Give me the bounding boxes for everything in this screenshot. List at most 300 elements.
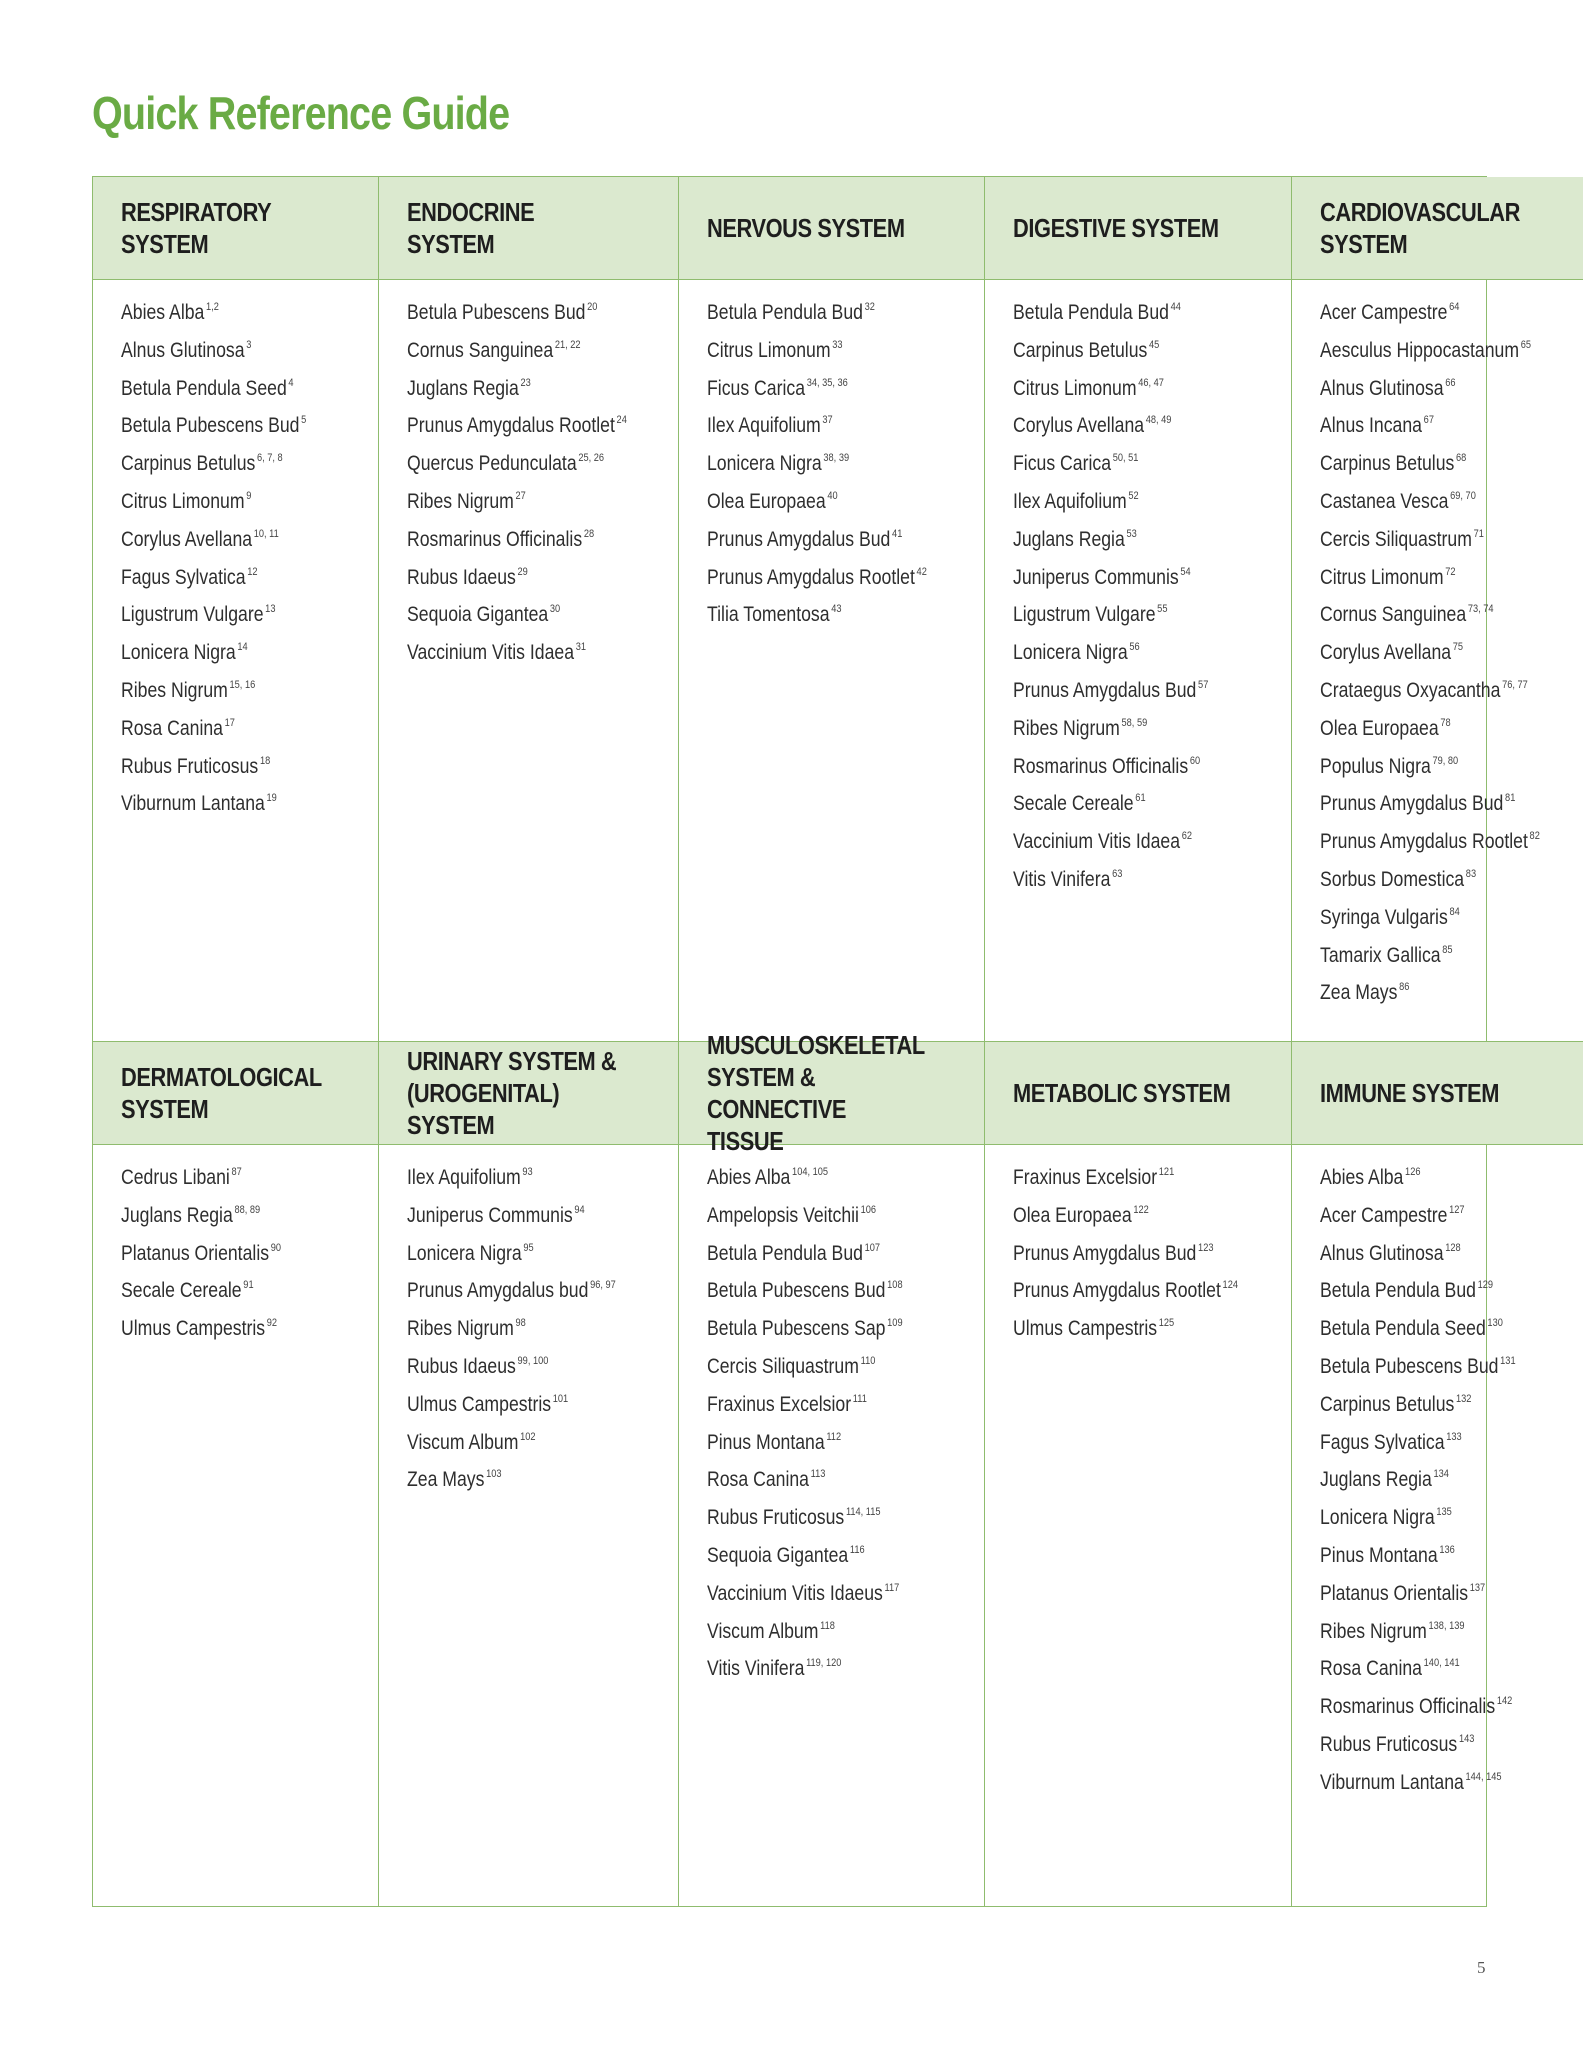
reference-number: 4 xyxy=(288,376,294,389)
reference-number: 56 xyxy=(1129,641,1140,654)
reference-number: 129 xyxy=(1477,1279,1493,1292)
reference-number: 118 xyxy=(820,1619,836,1632)
remedy-item xyxy=(407,445,627,483)
remedy-item xyxy=(1320,1159,1540,1197)
remedy-item xyxy=(121,407,328,445)
remedy-item xyxy=(407,1424,627,1462)
remedy-name: Corylus Avellana xyxy=(1013,414,1145,438)
remedy-name: Prunus Amygdalus Rootlet xyxy=(406,414,615,438)
remedy-item xyxy=(121,1197,328,1235)
reference-number: 42 xyxy=(916,565,928,578)
system-heading xyxy=(1292,177,1583,280)
reference-number: 124 xyxy=(1222,1279,1239,1292)
remedy-item xyxy=(1013,407,1238,445)
remedy-name: Carpinus Betulus xyxy=(1013,338,1148,362)
reference-number: 122 xyxy=(1133,1203,1149,1216)
remedy-item xyxy=(707,1159,931,1197)
reference-number: 33 xyxy=(832,338,843,351)
page-number: 5 xyxy=(1477,1958,1486,1977)
remedy-name: Lonicera Nigra xyxy=(406,1241,522,1265)
reference-number: 60 xyxy=(1189,754,1201,767)
remedy-name: Citrus Limonum xyxy=(1013,376,1137,400)
remedy-name: Rosa Canina xyxy=(1319,1657,1422,1681)
reference-number: 50, 51 xyxy=(1112,452,1139,465)
reference-number: 41 xyxy=(892,527,903,540)
reference-number: 87 xyxy=(231,1166,242,1178)
reference-number: 20 xyxy=(586,301,598,313)
system-heading xyxy=(1292,1042,1583,1145)
remedy-item xyxy=(1320,596,1540,634)
remedy-name: Secale Cereale xyxy=(121,1279,242,1303)
reference-number: 88, 89 xyxy=(234,1203,261,1216)
remedy-item xyxy=(1320,483,1540,521)
system-heading-text: METABOLIC SYSTEM xyxy=(1013,1078,1231,1108)
system-heading xyxy=(985,177,1292,280)
reference-number: 96, 97 xyxy=(589,1279,616,1292)
remedy-item xyxy=(121,483,328,521)
remedy-item xyxy=(1320,1310,1540,1348)
remedy-name: Viscum Album xyxy=(406,1430,519,1454)
reference-number: 107 xyxy=(864,1241,881,1254)
remedy-item xyxy=(707,1310,931,1348)
reference-number: 125 xyxy=(1158,1317,1175,1330)
reference-number: 101 xyxy=(552,1392,568,1405)
remedy-item xyxy=(1320,672,1540,710)
system-heading xyxy=(379,177,680,280)
system-heading xyxy=(93,1042,379,1145)
remedy-name: Betula Pendula Bud xyxy=(1319,1279,1476,1303)
remedy-name: Betula Pendula Bud xyxy=(707,1241,864,1265)
remedy-item xyxy=(407,596,627,634)
reference-number: 136 xyxy=(1439,1543,1455,1556)
remedy-name: Sorbus Domestica xyxy=(1319,867,1465,891)
reference-number: 98 xyxy=(515,1317,526,1330)
reference-number: 91 xyxy=(243,1279,254,1292)
system-heading-text: DIGESTIVE SYSTEM xyxy=(1013,213,1219,243)
reference-number: 1,2 xyxy=(206,301,219,313)
system-heading xyxy=(679,1030,985,1156)
remedy-name: Platanus Orientalis xyxy=(121,1241,270,1265)
remedy-name: Ulmus Campestris xyxy=(1013,1317,1158,1341)
remedy-name: Lonicera Nigra xyxy=(121,641,236,665)
remedy-item xyxy=(121,672,328,710)
remedy-item xyxy=(1320,1726,1540,1764)
page-title: Quick Reference Guide xyxy=(92,87,510,139)
remedy-name: Ilex Aquifolium xyxy=(406,1166,521,1189)
remedy-name: Rosa Canina xyxy=(707,1468,810,1492)
remedy-name: Juglans Regia xyxy=(1013,527,1125,551)
remedy-name: Olea Europaea xyxy=(1013,1203,1132,1227)
remedy-item xyxy=(1320,634,1540,672)
remedy-name: Zea Mays xyxy=(406,1468,485,1492)
reference-number: 24 xyxy=(616,414,627,427)
reference-number: 119, 120 xyxy=(806,1657,842,1670)
remedy-name: Ficus Carica xyxy=(1013,452,1112,476)
remedy-item xyxy=(1320,1272,1540,1310)
remedy-item xyxy=(707,483,931,521)
remedy-name: Prunus Amygdalus Bud xyxy=(707,527,891,551)
remedy-name: Rubus Fruticosus xyxy=(707,1506,845,1530)
system-heading xyxy=(93,177,379,280)
remedy-name: Sequoia Gigantea xyxy=(707,1543,849,1567)
remedy-list xyxy=(679,1145,985,1906)
remedy-name: Alnus Incana xyxy=(1319,414,1422,438)
reference-number: 92 xyxy=(266,1317,278,1330)
remedy-item xyxy=(1320,294,1540,332)
remedy-name: Alnus Glutinosa xyxy=(1319,376,1444,400)
reference-number: 15, 16 xyxy=(229,678,256,691)
reference-number: 85 xyxy=(1442,943,1453,956)
remedy-name: Carpinus Betulus xyxy=(1319,1392,1455,1416)
system-heading-text: MUSCULOSKELETAL SYSTEM & CONNECTIVE TISSUE xyxy=(707,1030,925,1156)
reference-number: 27 xyxy=(515,489,526,502)
remedy-name: Carpinus Betulus xyxy=(121,452,256,476)
reference-number: 69, 70 xyxy=(1450,489,1476,502)
remedy-name: Fagus Sylvatica xyxy=(1319,1430,1445,1454)
reference-number: 78 xyxy=(1440,716,1451,729)
remedy-item xyxy=(407,407,627,445)
remedy-name: Viburnum Lantana xyxy=(121,792,265,816)
reference-number: 112 xyxy=(826,1430,842,1443)
remedy-item xyxy=(707,1272,931,1310)
reference-number: 52 xyxy=(1128,489,1139,502)
remedy-name: Lonicera Nigra xyxy=(1319,1506,1435,1530)
reference-number: 64 xyxy=(1448,301,1460,313)
remedy-item xyxy=(1013,1272,1238,1310)
reference-number: 113 xyxy=(810,1468,826,1481)
reference-number: 58, 59 xyxy=(1121,716,1148,729)
reference-number: 133 xyxy=(1446,1430,1462,1443)
remedy-name: Alnus Glutinosa xyxy=(1319,1241,1444,1265)
remedy-item xyxy=(121,370,328,408)
reference-number: 43 xyxy=(831,603,842,616)
remedy-item xyxy=(1320,1197,1540,1235)
reference-number: 95 xyxy=(522,1241,534,1254)
remedy-name: Rosmarinus Officinalis xyxy=(1013,754,1189,778)
remedy-list xyxy=(985,1145,1292,1906)
remedy-name: Castanea Vesca xyxy=(1319,489,1449,513)
reference-number: 106 xyxy=(860,1203,877,1216)
remedy-name: Cornus Sanguinea xyxy=(406,338,553,362)
reference-number: 28 xyxy=(583,527,594,540)
remedy-name: Pinus Montana xyxy=(707,1430,825,1454)
remedy-item xyxy=(707,1575,931,1613)
reference-number: 108 xyxy=(887,1279,903,1292)
remedy-item xyxy=(121,332,328,370)
remedy-list xyxy=(379,280,680,1042)
remedy-item xyxy=(407,1235,627,1273)
remedy-list xyxy=(1292,1145,1583,1906)
remedy-name: Juniperus Communis xyxy=(1013,565,1179,589)
remedy-name: Juglans Regia xyxy=(1319,1468,1432,1492)
remedy-item xyxy=(1013,559,1238,597)
remedy-item xyxy=(1013,483,1238,521)
remedy-item xyxy=(407,332,627,370)
remedy-name: Betula Pubescens Bud xyxy=(406,301,586,324)
remedy-name: Aesculus Hippocastanum xyxy=(1319,338,1519,362)
remedy-name: Platanus Orientalis xyxy=(1319,1581,1468,1605)
remedy-name: Rubus Fruticosus xyxy=(121,754,259,778)
remedy-item xyxy=(1320,748,1540,786)
reference-number: 23 xyxy=(520,376,531,389)
remedy-item xyxy=(121,294,328,332)
reference-number: 123 xyxy=(1198,1241,1214,1254)
remedy-item xyxy=(121,1235,328,1273)
remedy-item xyxy=(407,634,627,672)
remedy-list xyxy=(379,1145,680,1906)
remedy-name: Betula Pendula Seed xyxy=(1319,1317,1486,1341)
remedy-name: Ulmus Campestris xyxy=(121,1317,266,1341)
remedy-name: Vaccinium Vitis Idaea xyxy=(406,641,574,665)
remedy-name: Vaccinium Vitis Idaea xyxy=(1013,830,1181,854)
remedy-item xyxy=(707,559,931,597)
remedy-name: Vitis Vinifera xyxy=(1013,867,1111,891)
remedy-name: Ampelopsis Veitchii xyxy=(707,1203,860,1227)
remedy-item xyxy=(1320,1650,1540,1688)
reference-number: 31 xyxy=(575,641,586,654)
reference-number: 131 xyxy=(1500,1354,1516,1367)
reference-number: 117 xyxy=(884,1581,900,1594)
remedy-name: Ligustrum Vulgare xyxy=(121,603,264,627)
remedy-item xyxy=(1013,1197,1238,1235)
reference-number: 19 xyxy=(266,792,277,805)
remedy-item xyxy=(1320,1386,1540,1424)
remedy-item xyxy=(1320,710,1540,748)
remedy-name: Cercis Siliquastrum xyxy=(707,1354,860,1378)
reference-number: 21, 22 xyxy=(554,338,581,351)
remedy-item xyxy=(707,1424,931,1462)
remedy-item xyxy=(1013,1159,1238,1197)
remedy-name: Fagus Sylvatica xyxy=(121,565,246,589)
system-heading-text: IMMUNE SYSTEM xyxy=(1319,1078,1499,1108)
remedy-name: Citrus Limonum xyxy=(1319,565,1444,589)
remedy-item xyxy=(707,332,931,370)
remedy-item xyxy=(121,1159,328,1197)
remedy-item xyxy=(1320,1764,1540,1802)
reference-number: 30 xyxy=(549,603,560,616)
reference-number: 103 xyxy=(485,1468,502,1481)
reference-number: 144, 145 xyxy=(1465,1770,1502,1783)
remedy-name: Crataegus Oxyacantha xyxy=(1319,678,1501,702)
remedy-item xyxy=(1320,370,1540,408)
reference-number: 5 xyxy=(301,414,307,427)
reference-number: 128 xyxy=(1445,1241,1461,1254)
remedy-item xyxy=(707,1235,931,1273)
remedy-item xyxy=(707,1613,931,1651)
reference-number: 116 xyxy=(850,1543,865,1556)
reference-number: 71 xyxy=(1473,527,1484,540)
remedy-name: Juglans Regia xyxy=(121,1203,233,1227)
remedy-name: Prunus Amygdalus bud xyxy=(406,1279,588,1303)
remedy-item xyxy=(1320,861,1540,899)
reference-number: 61 xyxy=(1135,792,1146,805)
system-heading xyxy=(679,177,985,280)
reference-number: 142 xyxy=(1496,1695,1513,1708)
reference-number: 17 xyxy=(224,716,235,729)
remedy-item xyxy=(121,521,328,559)
remedy-name: Juniperus Communis xyxy=(406,1203,573,1227)
remedy-name: Carpinus Betulus xyxy=(1319,452,1455,476)
remedy-item xyxy=(1013,445,1238,483)
reference-table xyxy=(92,176,1540,1907)
remedy-name: Tamarix Gallica xyxy=(1319,943,1441,967)
system-heading-text: ENDOCRINE SYSTEM xyxy=(406,197,534,259)
reference-number: 111 xyxy=(853,1392,868,1405)
remedy-name: Betula Pendula Bud xyxy=(1013,301,1169,324)
reference-number: 82 xyxy=(1529,830,1540,843)
remedy-item xyxy=(707,1650,931,1688)
remedy-item xyxy=(407,1159,627,1197)
remedy-name: Vaccinium Vitis Idaeus xyxy=(707,1581,884,1605)
remedy-name: Vitis Vinifera xyxy=(707,1657,805,1681)
remedy-item xyxy=(121,748,328,786)
remedy-name: Ribes Nigrum xyxy=(406,1317,514,1341)
remedy-name: Prunus Amygdalus Bud xyxy=(1013,1241,1197,1265)
remedy-item xyxy=(1320,1499,1540,1537)
remedy-item xyxy=(1320,937,1540,975)
remedy-name: Syringa Vulgaris xyxy=(1319,905,1448,929)
reference-number: 62 xyxy=(1181,830,1193,843)
reference-number: 76, 77 xyxy=(1501,678,1528,691)
remedy-name: Betula Pubescens Sap xyxy=(707,1317,886,1341)
remedy-item xyxy=(1320,1537,1540,1575)
remedy-name: Prunus Amygdalus Rootlet xyxy=(1013,1279,1221,1303)
remedy-name: Betula Pubescens Bud xyxy=(1319,1354,1499,1378)
reference-number: 65 xyxy=(1520,338,1531,351)
reference-number: 81 xyxy=(1504,792,1516,805)
remedy-name: Acer Campestre xyxy=(1319,1203,1448,1227)
remedy-item xyxy=(1320,899,1540,937)
reference-number: 121 xyxy=(1158,1166,1175,1178)
remedy-list xyxy=(93,1145,379,1906)
remedy-name: Corylus Avellana xyxy=(1319,641,1451,665)
reference-number: 73, 74 xyxy=(1467,603,1494,616)
reference-number: 67 xyxy=(1423,414,1434,427)
remedy-item xyxy=(1320,1688,1540,1726)
remedy-item xyxy=(707,1348,931,1386)
remedy-name: Ribes Nigrum xyxy=(1319,1619,1427,1643)
remedy-item xyxy=(1013,294,1238,332)
remedy-name: Rosa Canina xyxy=(121,716,223,740)
remedy-item xyxy=(1013,710,1238,748)
reference-number: 137 xyxy=(1469,1581,1486,1594)
remedy-item xyxy=(121,445,328,483)
remedy-name: Abies Alba xyxy=(1319,1166,1404,1189)
remedy-item xyxy=(121,1310,328,1348)
remedy-list xyxy=(93,280,379,1042)
reference-number: 34, 35, 36 xyxy=(806,376,849,389)
remedy-item xyxy=(1320,785,1540,823)
remedy-name: Viscum Album xyxy=(707,1619,819,1643)
remedy-item xyxy=(407,1386,627,1424)
remedy-item xyxy=(407,1348,627,1386)
reference-number: 48, 49 xyxy=(1145,414,1172,427)
remedy-name: Ribes Nigrum xyxy=(1013,716,1120,740)
remedy-item xyxy=(1320,445,1540,483)
remedy-item xyxy=(707,1461,931,1499)
reference-number: 130 xyxy=(1487,1317,1503,1330)
reference-number: 40 xyxy=(827,489,838,502)
remedy-item xyxy=(1013,748,1238,786)
remedy-item xyxy=(707,407,931,445)
remedy-item xyxy=(407,1310,627,1348)
reference-number: 13 xyxy=(265,603,276,616)
remedy-item xyxy=(407,1461,627,1499)
remedy-name: Betula Pendula Seed xyxy=(121,376,287,400)
remedy-item xyxy=(407,483,627,521)
reference-number: 93 xyxy=(521,1166,533,1178)
reference-number: 114, 115 xyxy=(846,1506,881,1519)
reference-number: 135 xyxy=(1436,1506,1452,1519)
remedy-item xyxy=(707,1386,931,1424)
reference-number: 12 xyxy=(247,565,258,578)
remedy-name: Pinus Montana xyxy=(1319,1543,1438,1567)
remedy-item xyxy=(121,785,328,823)
reference-number: 63 xyxy=(1112,867,1123,880)
remedy-name: Rosmarinus Officinalis xyxy=(1319,1695,1496,1719)
remedy-item xyxy=(1320,974,1540,1012)
reference-number: 83 xyxy=(1465,867,1476,880)
reference-number: 38, 39 xyxy=(823,452,850,465)
remedy-item xyxy=(407,521,627,559)
remedy-item xyxy=(121,634,328,672)
reference-number: 72 xyxy=(1445,565,1456,578)
remedy-name: Lonicera Nigra xyxy=(707,452,823,476)
reference-number: 57 xyxy=(1198,678,1209,691)
remedy-name: Fraxinus Excelsior xyxy=(707,1392,852,1416)
remedy-name: Abies Alba xyxy=(121,301,205,324)
remedy-item xyxy=(707,1537,931,1575)
reference-number: 132 xyxy=(1455,1392,1472,1405)
reference-number: 6, 7, 8 xyxy=(257,452,283,465)
reference-number: 99, 100 xyxy=(517,1354,548,1367)
system-heading-text: DERMATOLOGICAL SYSTEM xyxy=(121,1062,322,1124)
remedy-name: Betula Pubescens Bud xyxy=(121,414,300,438)
reference-number: 53 xyxy=(1126,527,1137,540)
reference-number: 138, 139 xyxy=(1428,1619,1465,1632)
remedy-item xyxy=(121,559,328,597)
remedy-item xyxy=(1013,521,1238,559)
reference-number: 18 xyxy=(259,754,271,767)
remedy-name: Ilex Aquifolium xyxy=(707,414,822,438)
remedy-item xyxy=(407,1272,627,1310)
remedy-name: Populus Nigra xyxy=(1319,754,1431,778)
remedy-item xyxy=(707,1197,931,1235)
remedy-item xyxy=(1013,370,1238,408)
remedy-name: Betula Pubescens Bud xyxy=(707,1279,886,1303)
remedy-item xyxy=(707,294,931,332)
remedy-name: Cornus Sanguinea xyxy=(1319,603,1467,627)
remedy-item xyxy=(1320,1424,1540,1462)
remedy-name: Citrus Limonum xyxy=(707,338,831,362)
remedy-name: Olea Europaea xyxy=(1319,716,1439,740)
system-heading-text: RESPIRATORY SYSTEM xyxy=(121,197,271,259)
remedy-name: Prunus Amygdalus Rootlet xyxy=(707,565,916,589)
remedy-item xyxy=(1013,823,1238,861)
remedy-item xyxy=(407,1197,627,1235)
reference-number: 109 xyxy=(887,1317,903,1330)
remedy-list xyxy=(985,280,1292,1042)
reference-number: 75 xyxy=(1452,641,1463,654)
remedy-name: Prunus Amygdalus Bud xyxy=(1319,792,1504,816)
reference-number: 44 xyxy=(1170,301,1181,313)
remedy-item xyxy=(407,294,627,332)
reference-number: 55 xyxy=(1157,603,1168,616)
remedy-name: Ribes Nigrum xyxy=(121,678,228,702)
reference-number: 14 xyxy=(237,641,248,654)
reference-number: 29 xyxy=(517,565,528,578)
remedy-name: Lonicera Nigra xyxy=(1013,641,1128,665)
